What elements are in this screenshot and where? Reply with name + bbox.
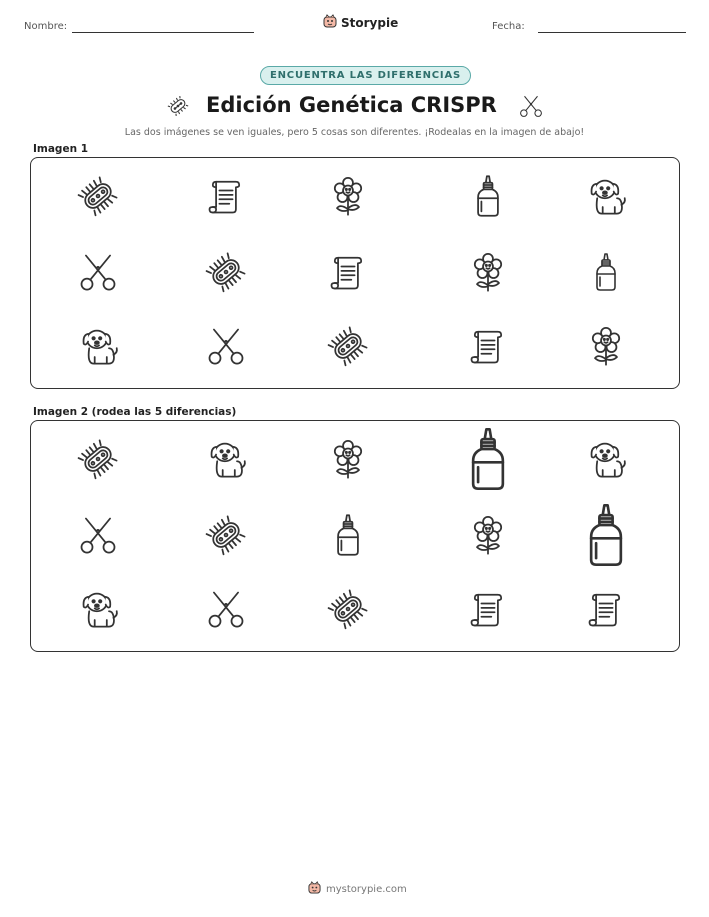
bottle-icon (586, 252, 626, 292)
brand-name: Storypie (341, 15, 399, 30)
instructions-text: Las dos imágenes se ven iguales, pero 5 cosas son diferentes. ¡Rodealas en la imagen de abajo! (124, 127, 585, 138)
footer (308, 881, 407, 897)
scroll-icon (466, 324, 510, 368)
bottle-icon[interactable] (455, 426, 521, 492)
storypie-logo-icon (308, 881, 321, 897)
scroll-icon[interactable] (584, 587, 628, 631)
image1-label: Imagen 1 (33, 143, 89, 155)
bacterium-icon[interactable] (76, 437, 120, 481)
brand-logo (323, 14, 398, 31)
flower-icon (326, 174, 370, 218)
bacterium-icon[interactable] (326, 587, 370, 631)
activity-badge: ENCUENTRA LAS DIFERENCIAS (260, 66, 471, 85)
puppy-icon[interactable] (204, 437, 248, 481)
bacterium-icon (326, 324, 370, 368)
bacterium-icon (165, 93, 191, 123)
bottle-icon[interactable] (573, 502, 639, 568)
storypie-logo-icon (323, 14, 337, 31)
bacterium-icon[interactable] (204, 513, 248, 557)
puppy-icon[interactable] (76, 587, 120, 631)
scroll-icon (326, 250, 370, 294)
footer-url[interactable]: mystorypie.com (326, 883, 407, 895)
scroll-icon[interactable] (466, 587, 510, 631)
flower-icon[interactable] (466, 513, 510, 557)
bacterium-icon (204, 250, 248, 294)
puppy-icon (76, 324, 120, 368)
scroll-icon (204, 174, 248, 218)
puppy-icon[interactable] (584, 437, 628, 481)
name-field[interactable] (72, 32, 254, 33)
flower-icon (584, 324, 628, 368)
page-title: Edición Genética CRISPR (206, 93, 497, 117)
flower-icon[interactable] (326, 437, 370, 481)
date-label: Fecha: (492, 21, 525, 32)
puppy-icon (584, 174, 628, 218)
scissors-icon[interactable] (76, 513, 120, 557)
bottle-icon (466, 174, 510, 218)
image2-label: Imagen 2 (rodea las 5 diferencias) (33, 406, 237, 418)
scissors-icon (518, 93, 544, 123)
scissors-icon[interactable] (204, 587, 248, 631)
scissors-icon (76, 250, 120, 294)
bacterium-icon (76, 174, 120, 218)
bottle-icon[interactable] (326, 513, 370, 557)
flower-icon (466, 250, 510, 294)
date-field[interactable] (538, 32, 686, 33)
name-label: Nombre: (24, 21, 68, 32)
scissors-icon (204, 324, 248, 368)
